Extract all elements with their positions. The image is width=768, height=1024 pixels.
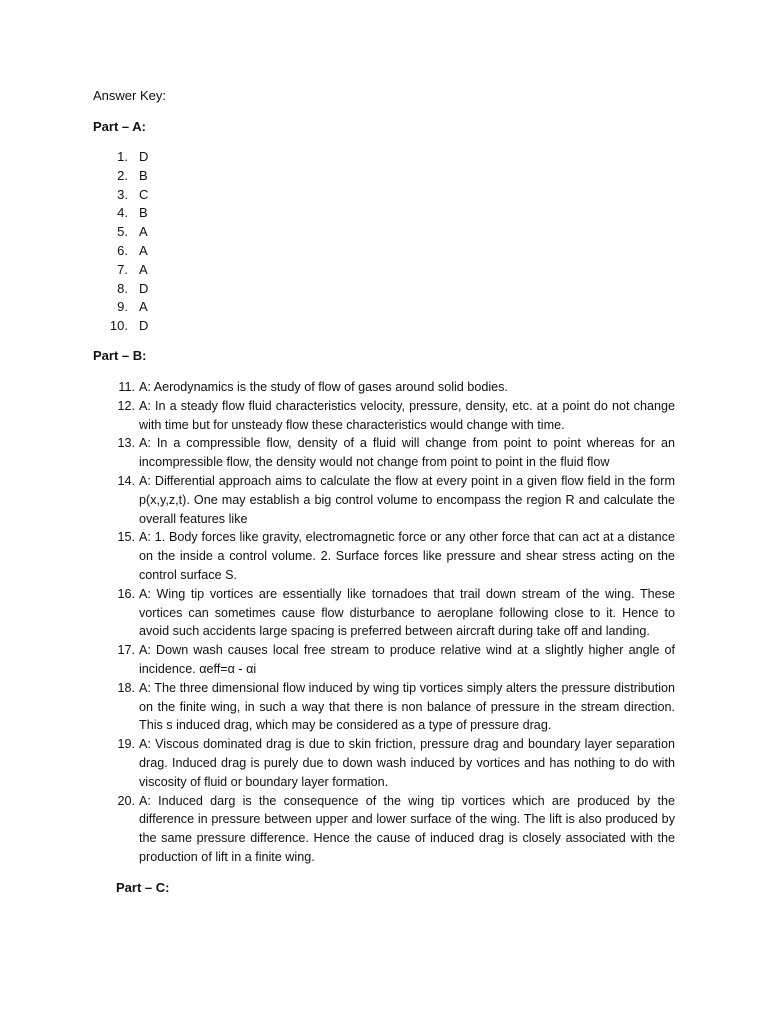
- item-number: 14.: [117, 473, 135, 488]
- item-number: 19.: [117, 737, 135, 752]
- part-b-item: [93, 585, 675, 641]
- part-b-heading: Part – B:: [93, 348, 147, 363]
- item-answer-text: A: Aerodynamics is the study of flow of gases around solid bodies.: [139, 380, 508, 394]
- item-number: 11.: [118, 380, 135, 394]
- part-a-heading: Part – A:: [93, 119, 146, 134]
- item-number: 9.: [117, 299, 128, 315]
- item-number: 8.: [117, 280, 128, 296]
- part-b-item: [93, 735, 675, 791]
- part-b-item: [93, 792, 675, 867]
- part-b-item: [93, 472, 675, 528]
- item-number: 10.: [109, 318, 128, 334]
- item-answer: B: [139, 167, 148, 183]
- item-answer-text: A: In a steady flow fluid characteristics velocity, pressure, density, etc. at a point do not change with time but for unsteady flow these characteristics would change with time.: [139, 398, 675, 432]
- item-number: 15.: [117, 530, 135, 545]
- item-answer-text: A: In a compressible flow, density of a fluid will change from point to point whereas for an incompressible flow, the density would not change from point to point in the fluid flow: [139, 436, 675, 470]
- item-number: 13.: [117, 436, 135, 451]
- item-answer: C: [139, 186, 149, 202]
- item-answer-text: A: The three dimensional flow induced by wing tip vortices simply alters the pressure distribution on the finite wing, in such a way that there is non balance of pressure in the stream direction. This s induced drag, which may be considered as a type of pressure drag.: [139, 680, 675, 733]
- part-c-heading: Part – C:: [116, 880, 170, 895]
- item-answer-text: A: Wing tip vortices are essentially like tornadoes that trail down stream of the wing. These vortices can sometimes cause flow disturbance to aeroplane following close to it. Hence to avoid such accidents large spacing is preferred between aircraft during take off and landing.: [139, 586, 675, 639]
- item-answer: D: [139, 318, 149, 334]
- item-number: 5.: [117, 224, 128, 240]
- item-answer: A: [139, 242, 148, 258]
- item-answer: A: [139, 261, 148, 277]
- item-number: 16.: [117, 586, 135, 601]
- item-answer: B: [139, 205, 148, 221]
- item-number: 12.: [117, 398, 135, 413]
- item-answer-text: A: Induced darg is the consequence of the wing tip vortices which are produced by the difference in pressure between upper and lower surface of the wing. The lift is also produced by the same pressure difference. Hence the cause of induced drag is closely associated with the production of lift in a finite wing.: [139, 793, 675, 864]
- item-answer-text: A: Viscous dominated drag is due to skin friction, pressure drag and boundary layer separation drag. Induced drag is purely due to down wash induced by vortices and has nothing to do with viscosity of fluid or boundary layer formation.: [139, 737, 675, 789]
- item-answer-text: A: 1. Body forces like gravity, electromagnetic force or any other force that can act at a distance on the inside a control volume. 2. Surface forces like pressure and shear stress acting on the control surface S.: [139, 530, 675, 582]
- item-answer: A: [139, 224, 148, 240]
- item-answer: D: [139, 149, 149, 164]
- item-number: 17.: [117, 643, 135, 658]
- item-number: 18.: [117, 680, 135, 695]
- document-title: Answer Key:: [93, 88, 166, 103]
- part-b-item: [93, 378, 675, 397]
- item-number: 20.: [117, 793, 135, 808]
- item-number: 3.: [117, 186, 128, 202]
- item-number: 2.: [117, 167, 128, 183]
- part-b-answer-list: [93, 378, 675, 867]
- item-answer: A: [139, 299, 148, 315]
- item-number: 4.: [117, 205, 128, 221]
- item-answer-text: A: Down wash causes local free stream to produce relative wind at a slightly higher angle of incidence. αeff=α - αi: [139, 643, 675, 676]
- item-number: 1.: [117, 149, 128, 164]
- part-b-item: [93, 434, 675, 472]
- item-number: 6.: [117, 242, 128, 258]
- part-b-item: [93, 641, 675, 679]
- item-answer-text: A: Differential approach aims to calculate the flow at every point in a given flow field in the form p(x,y,z,t). One may establish a big control volume to encompass the region R and calculate the overall features like: [139, 473, 675, 526]
- part-b-item: [93, 528, 675, 584]
- item-answer: D: [139, 280, 149, 296]
- part-b-item: [93, 397, 675, 435]
- part-b-item: [93, 679, 675, 735]
- item-number: 7.: [117, 261, 128, 277]
